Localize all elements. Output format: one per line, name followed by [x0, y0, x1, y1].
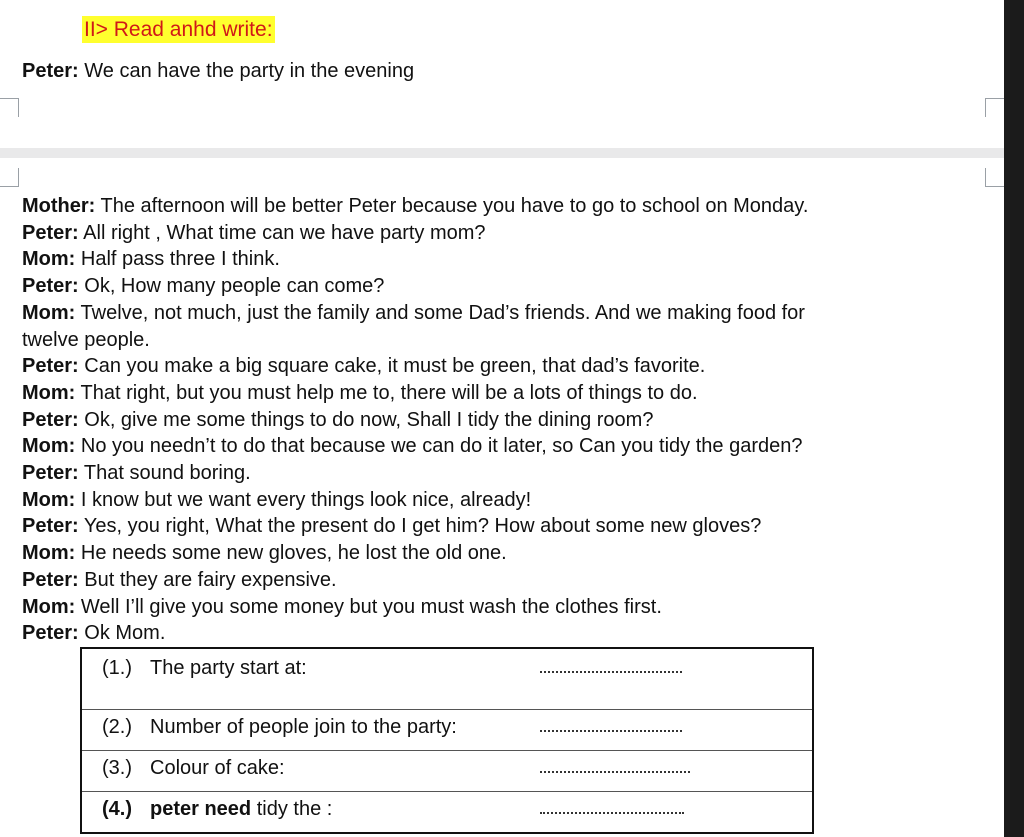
line-text: Yes, you right, What the present do I get him? How about some new gloves?: [78, 515, 762, 538]
speaker-label: Peter:: [22, 622, 79, 645]
intro-line: [22, 58, 414, 84]
question-number: (3.): [102, 757, 132, 779]
line-text: That right, but you must help me to, there will be a lots of things to do.: [75, 381, 698, 404]
dialogue-line: [22, 487, 962, 514]
question-number: (2.): [102, 716, 132, 738]
speaker-label: Peter:: [22, 60, 79, 82]
dialogue-line: [22, 273, 962, 300]
dialogue-line: [22, 433, 962, 460]
line-text: All right , What time can we have party mom?: [78, 221, 486, 244]
page-top: [0, 0, 1004, 148]
question-row: [82, 792, 812, 834]
question-row: [82, 649, 812, 710]
margin-corner-mark: [0, 98, 19, 117]
dialogue-line: [22, 353, 962, 380]
dialogue-line: [22, 327, 962, 354]
question-number: (4.): [102, 798, 132, 820]
speaker-label: Mom:: [22, 542, 76, 565]
dialogue-line: [22, 193, 962, 220]
dialogue-line: [22, 540, 962, 567]
margin-corner-mark: [0, 168, 19, 187]
speaker-label: Mom:: [22, 435, 76, 458]
speaker-label: Mom:: [22, 248, 76, 271]
speaker-label: Peter:: [22, 568, 79, 591]
dialogue-line: [22, 620, 962, 647]
line-text: twelve people.: [22, 328, 150, 351]
dialogue-line: [22, 380, 962, 407]
line-text: Ok, How many people can come?: [78, 275, 385, 298]
line-text: We can have the party in the evening: [78, 60, 415, 82]
answer-blank[interactable]: [540, 767, 690, 773]
dialogue-line: [22, 407, 962, 434]
questions-table: [80, 647, 814, 834]
speaker-label: Peter:: [22, 462, 79, 485]
speaker-label: Mom:: [22, 488, 76, 511]
line-text: He needs some new gloves, he lost the old one.: [75, 542, 507, 565]
question-row: [82, 751, 812, 792]
question-text: Colour of cake:: [150, 757, 285, 779]
answer-blank[interactable]: [540, 808, 684, 814]
question-text: [150, 798, 332, 821]
speaker-label: Peter:: [22, 408, 79, 431]
line-text: Well I’ll give you some money but you must wash the clothes first.: [75, 595, 662, 618]
question-text: Number of people join to the party:: [150, 716, 457, 738]
exercise-heading: II> Read anhd write:: [84, 18, 273, 41]
margin-corner-mark: [985, 98, 1004, 117]
speaker-label: Peter:: [22, 355, 79, 378]
question-text-rest: tidy the :: [251, 798, 333, 820]
dialogue-line: [22, 594, 962, 621]
dialogue-line: [22, 246, 962, 273]
line-text: Twelve, not much, just the family and some Dad’s friends. And we making food for: [75, 301, 805, 324]
speaker-label: Peter:: [22, 221, 79, 244]
line-text: The afternoon will be better Peter because you have to go to school on Monday.: [95, 195, 809, 217]
question-number: (1.): [102, 657, 132, 679]
dialogue-line: [22, 220, 962, 247]
speaker-label: Mom:: [22, 381, 76, 404]
answer-blank[interactable]: [540, 667, 682, 673]
dialogue: [22, 193, 962, 647]
page-break: [0, 148, 1004, 158]
window-edge: [1004, 0, 1024, 837]
dialogue-line: [22, 513, 962, 540]
speaker-label: Peter:: [22, 275, 79, 298]
question-row: [82, 710, 812, 751]
dialogue-line: [22, 460, 962, 487]
speaker-label: Mother:: [22, 195, 96, 217]
question-text: The party start at:: [150, 657, 307, 679]
line-text: Ok, give me some things to do now, Shall I tidy the dining room?: [78, 408, 654, 431]
line-text: Half pass three I think.: [75, 248, 280, 271]
line-text: Ok Mom.: [78, 622, 166, 645]
speaker-label: Mom:: [22, 595, 76, 618]
dialogue-line: [22, 567, 962, 594]
dialogue-line: [22, 300, 962, 327]
question-text-bold: peter need: [150, 798, 252, 820]
line-text: Can you make a big square cake, it must be green, that dad’s favorite.: [78, 355, 706, 378]
speaker-label: Peter:: [22, 515, 79, 538]
line-text: That sound boring.: [78, 462, 251, 485]
answer-blank[interactable]: [540, 726, 682, 732]
line-text: No you needn’t to do that because we can do it later, so Can you tidy the garden?: [75, 435, 803, 458]
speaker-label: Mom:: [22, 301, 76, 324]
line-text: I know but we want every things look nice, already!: [75, 488, 532, 511]
line-text: But they are fairy expensive.: [78, 568, 337, 591]
margin-corner-mark: [985, 168, 1004, 187]
